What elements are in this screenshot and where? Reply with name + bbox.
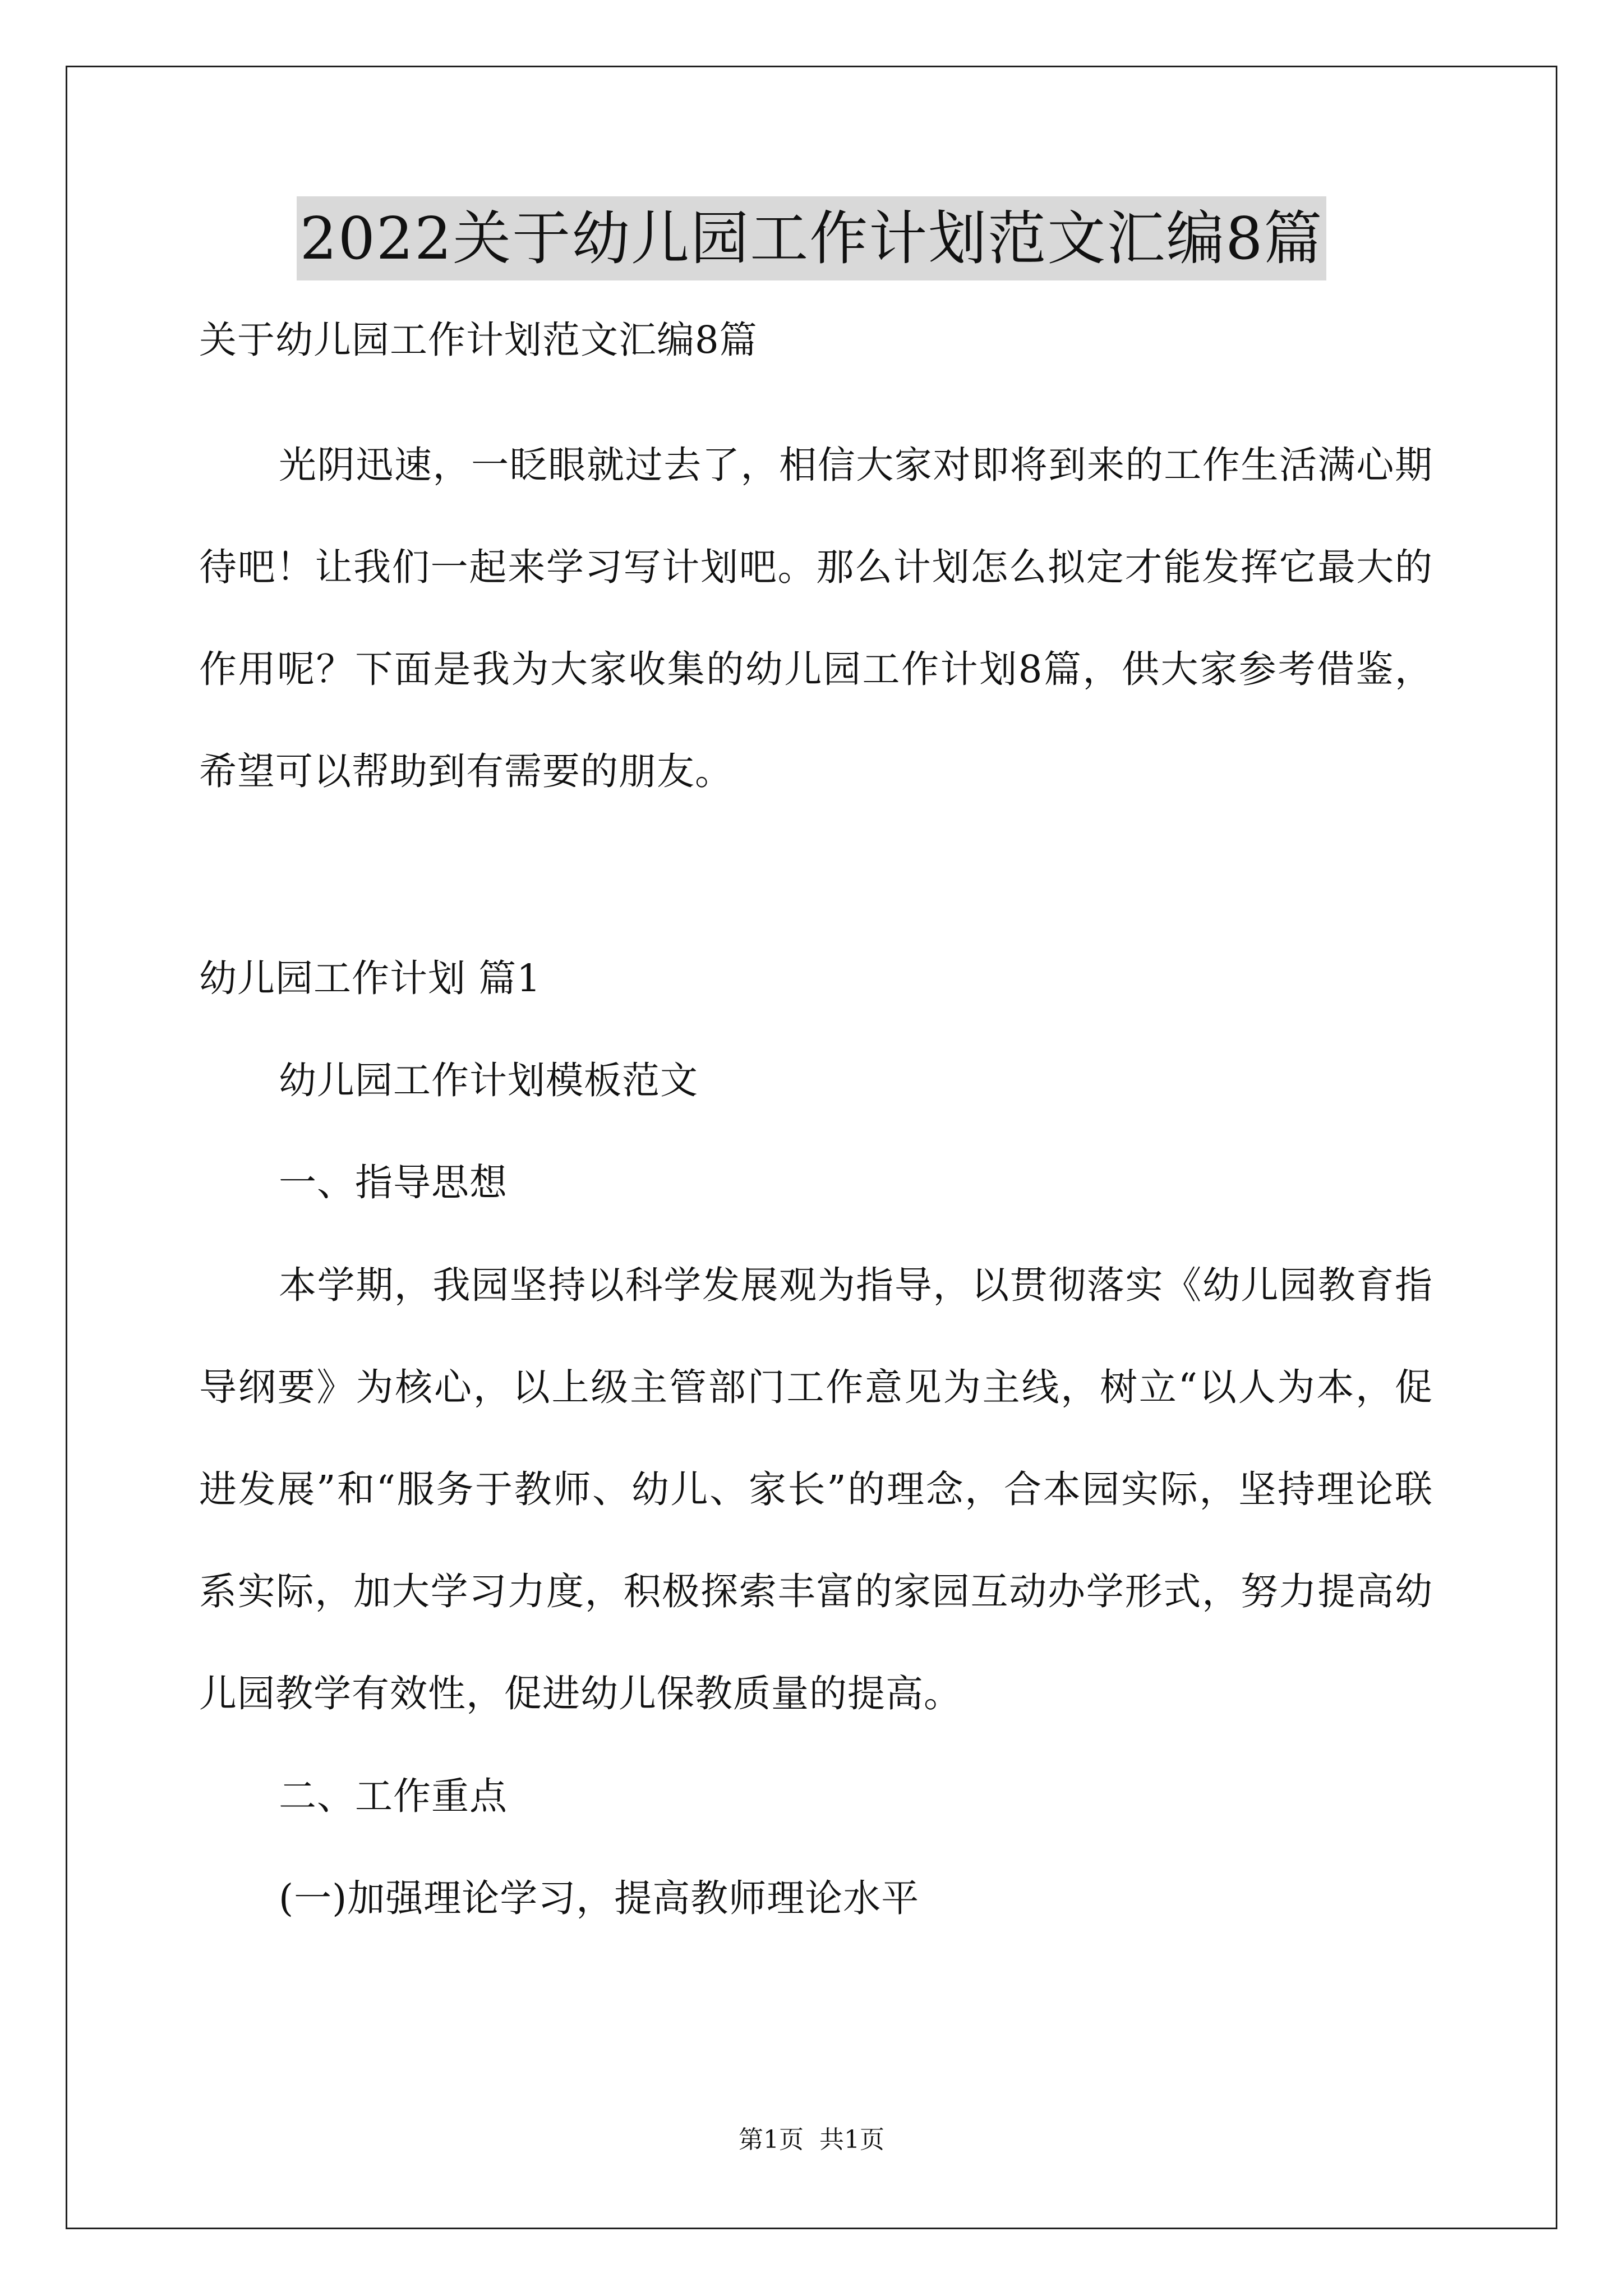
- template-title: 幼儿园工作计划模板范文: [279, 1059, 698, 1102]
- document-title: 2022关于幼儿园工作计划范文汇编8篇: [297, 196, 1327, 280]
- page-number-current: 第1页: [739, 2125, 804, 2154]
- page-footer: [0, 2123, 1623, 2157]
- page-number-total: 共1页: [819, 2125, 884, 2154]
- guiding-ideology-paragraph: 本学期，我园坚持以科学发展观为指导，以贯彻落实《幼儿园教育指导纲要》为核心，以上级主管部门工作意见为主线，树立“以人为本，促进发展”和“服务于教师、幼儿、家长”的理念，合本园实际，坚持理论联系实际，加大学习力度，积极探索丰富的家园互动办学形式，努力提高幼儿园教学有效性，促进幼儿保教质量的提高。: [199, 1263, 1433, 1715]
- title-container: [0, 196, 1623, 280]
- heading-work-focus: 二、工作重点: [279, 1774, 508, 1818]
- heading-guiding-ideology: 一、指导思想: [279, 1161, 508, 1204]
- section-heading: 幼儿园工作计划 篇1: [199, 956, 541, 1000]
- document-subtitle: 关于幼儿园工作计划范文汇编8篇: [199, 318, 758, 362]
- intro-paragraph: 光阴迅速，一眨眼就过去了，相信大家对即将到来的工作生活满心期待吧！让我们一起来学习写计划吧。那么计划怎么拟定才能发挥它最大的作用呢？下面是我为大家收集的幼儿园工作计划8篇，供大家参考借鉴，希望可以帮助到有需要的朋友。: [199, 443, 1433, 793]
- subheading-theory-study: (一)加强理论学习，提高教师理论水平: [279, 1876, 920, 1920]
- document-body: [199, 314, 1433, 1924]
